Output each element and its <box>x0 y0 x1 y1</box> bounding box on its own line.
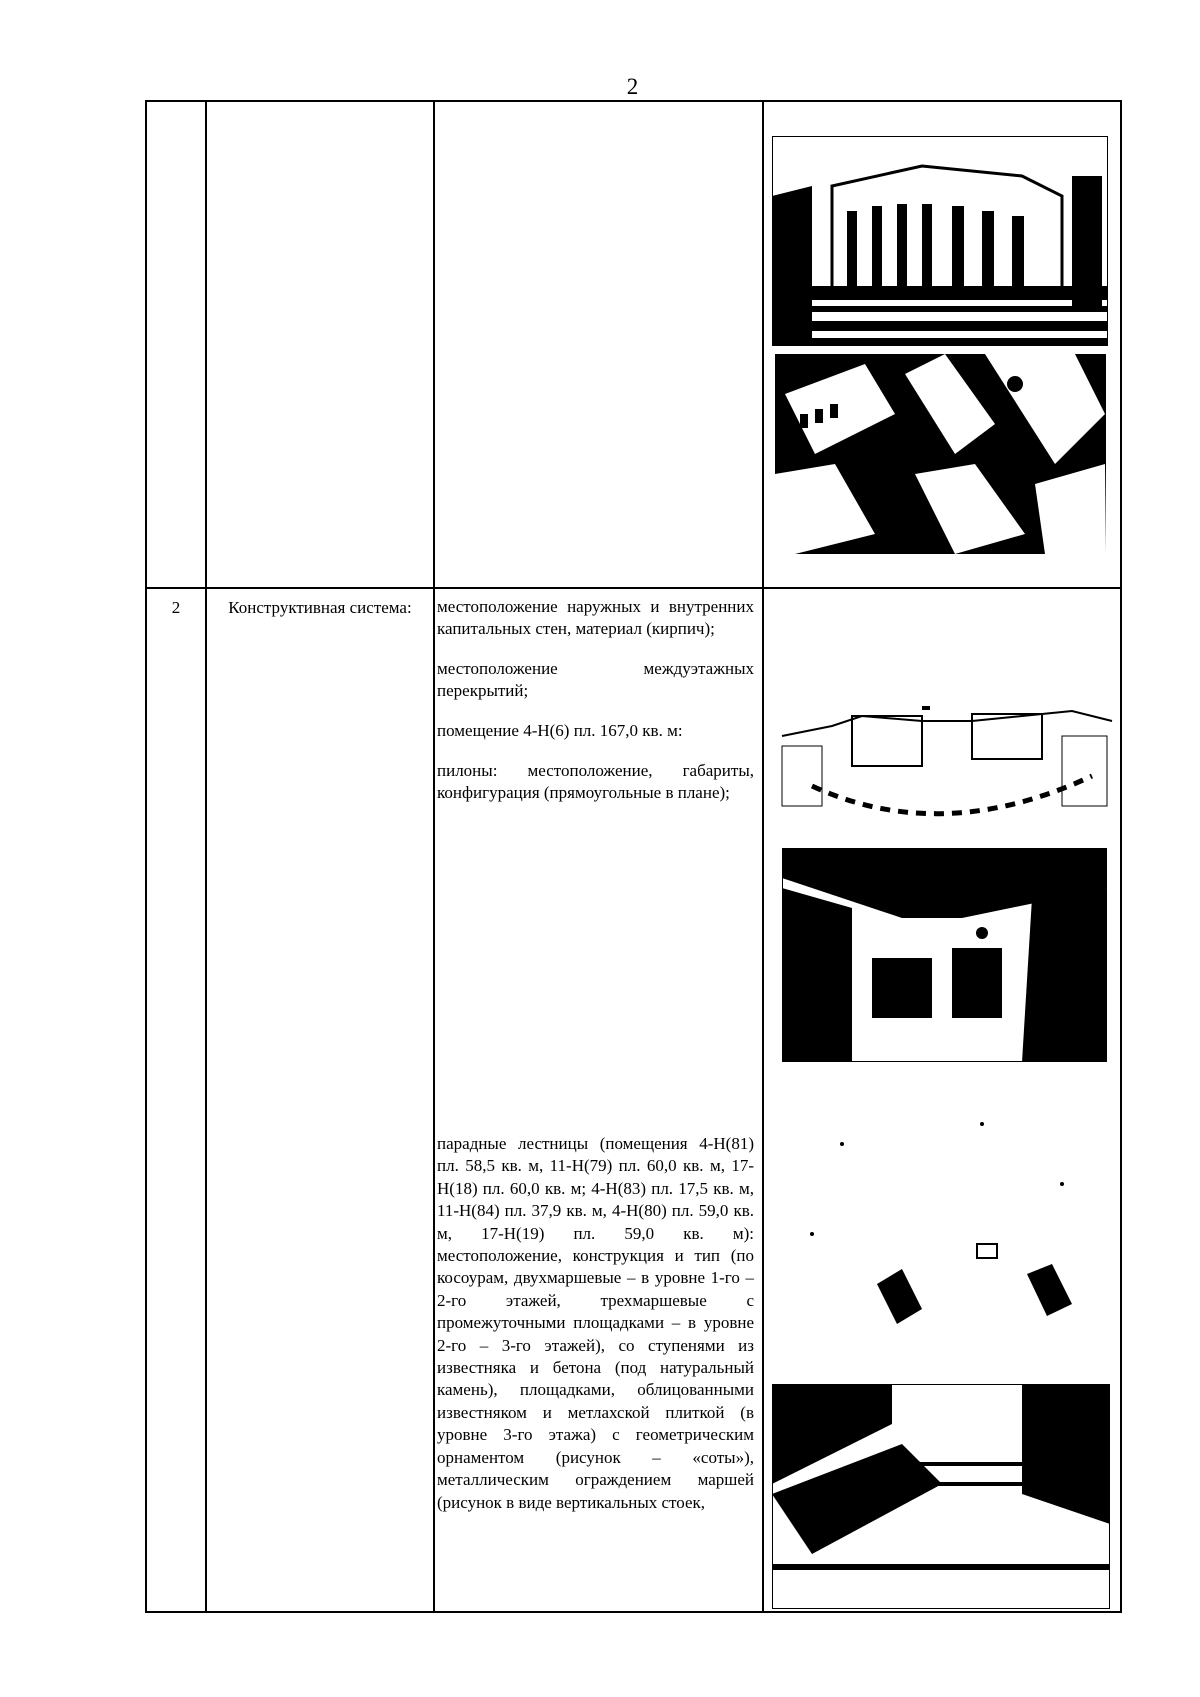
description-text <box>437 596 754 822</box>
paragraph: пилоны: местоположение, габариты, конфигурация (прямоугольные в плане); <box>437 761 754 802</box>
section-title: Конструктивная система: <box>228 598 412 617</box>
floor-plan-drawing <box>772 696 1117 828</box>
aerial-view-photo <box>775 354 1106 554</box>
interior-hall-photo <box>782 848 1107 1062</box>
row-number: 2 <box>171 598 181 617</box>
column-divider <box>205 102 207 1611</box>
column-divider <box>433 102 435 1611</box>
column-divider <box>762 102 764 1611</box>
paragraph: местоположение междуэтажных перекрытий; <box>437 659 754 700</box>
ceiling-view-photo <box>782 1084 1112 1359</box>
staircase-photo <box>772 1384 1110 1609</box>
page-number: 2 <box>626 74 639 99</box>
paragraph: помещение 4-Н(6) пл. 167,0 кв. м: <box>437 721 683 740</box>
paragraph: местоположение наружных и внутренних капитальных стен, материал (кирпич); <box>437 597 754 638</box>
building-facade-photo <box>772 136 1108 346</box>
document-table <box>145 100 1122 1613</box>
paragraph: парадные лестницы (помещения 4-Н(81) пл. 58,5 кв. м, 11-Н(79) пл. 60,0 кв. м, 17-Н(18) пл. 60,0 кв. м; 4-Н(83) пл. 17,5 кв. м, 11-Н(84) пл. 37,9 кв. м, 4-Н(80) пл. 59,0 кв. м, 17-Н(19) пл. 59,0 кв. м): местоположение, конструкция и тип (по косоурам, двухмаршевые – в уровне 1-го – 2-го этажей, трехмаршевые с промежуточными площадками – в уровне 2-го – 3-го этажей), со ступенями из известняка и бетона (под натуральный камень), площадками, облицованными известняком и метлахской плиткой (в уровне 3-го этажа) с геометрическим орнаментом (рисунок – «соты»), металлическим ограждением маршей (рисунок в виде вертикальных стоек, <box>437 1134 754 1512</box>
stairs-description <box>437 1133 754 1514</box>
row-divider <box>147 587 1120 589</box>
